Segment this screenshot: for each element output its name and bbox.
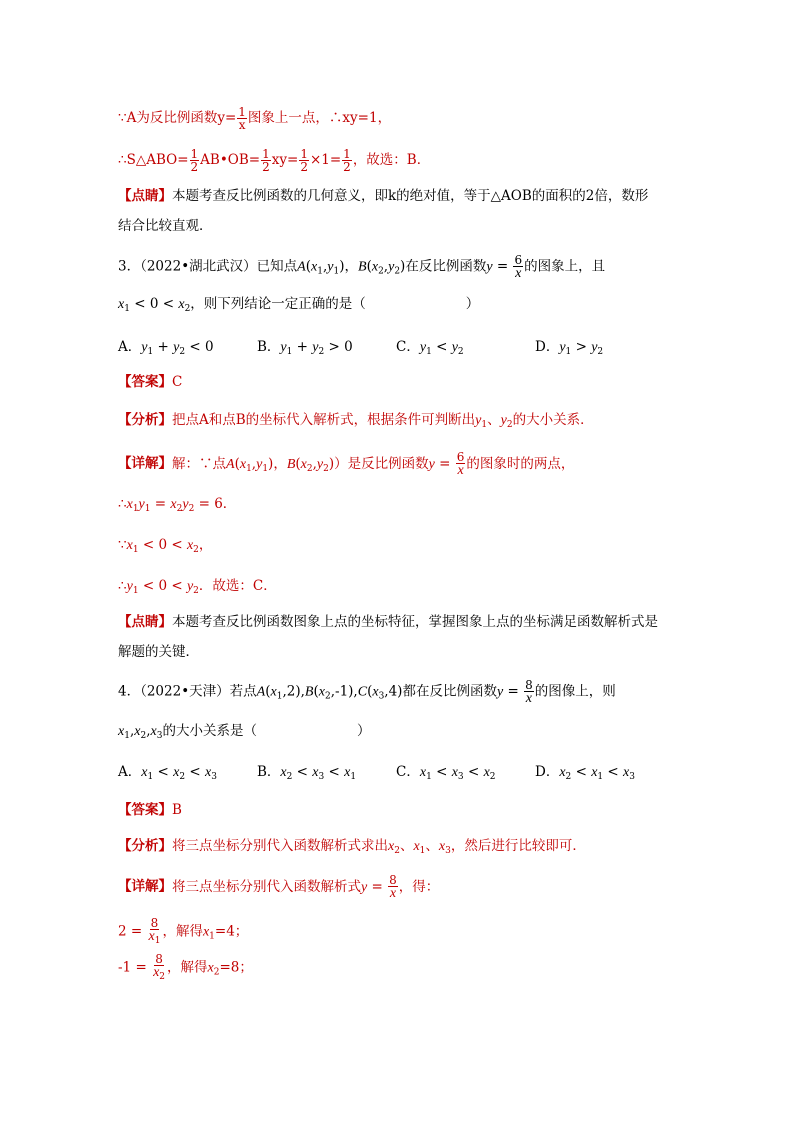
q3-option-c: C．$y_1 < y_2$ bbox=[396, 339, 464, 357]
q4-options bbox=[118, 762, 674, 787]
q3-stem-line-2: $x_1 < 0 < x_2$，则下列结论一定正确的是（ ） bbox=[118, 296, 480, 314]
q4-step-1: 2 = $\frac{8}{x_1}$ ，解得$x_1=4$； bbox=[118, 916, 249, 946]
text: 图象上一点，∴xy=1， bbox=[247, 110, 392, 126]
q4-analysis: 【分析】将三点坐标分别代入函数解析式求出$x_2$、$x_1$、$x_3$，然后进行比较即可． bbox=[118, 838, 586, 856]
q4-option-c: C．$x_1 < x_3 < x_2$ bbox=[396, 764, 496, 782]
q4-option-b: B．$x_2 < x_3 < x_1$ bbox=[257, 764, 357, 782]
prev-tip-line-1: 【点睛】本题考查反比例函数的几何意义，即k的绝对值，等于△AOB的面积的2倍，数形 bbox=[118, 188, 649, 204]
q3-option-d: D．$y_1 > y_2$ bbox=[535, 339, 604, 357]
prev-solution-line-1 bbox=[118, 106, 391, 131]
prev-solution-line-2: ∴S△ABO= $\frac{1}{2}$ AB•OB= $\frac{1}{2}$ xy= $\frac{1}{2}$ ×1= $\frac{1}{2}$ ，故选：B． bbox=[118, 147, 431, 174]
q3-step-1: $\therefore x_1y_1 = x_2y_2 = 6$． bbox=[118, 496, 237, 514]
q4-option-a: A．$x_1 < x_2 < x_3$ bbox=[118, 764, 217, 782]
q3-answer: 【答案】C bbox=[118, 374, 183, 390]
tip-tag: 【点睛】 bbox=[118, 188, 172, 204]
fraction: $\frac{1}{x}$ bbox=[238, 105, 246, 132]
q3-stem-line-1: 3．（2022•湖北武汉）已知点$A(x_1,y_1)$，$B(x_2,y_2)$在反比例函数y = $\frac{6}{x}$ 的图象上，且 bbox=[118, 253, 606, 281]
q3-step-2: $\because x_1 < 0 < x_2$， bbox=[118, 537, 213, 555]
q4-stem-line-2: $x_1,x_2,x_3$的大小关系是（ ） bbox=[118, 723, 371, 741]
prev-tip-line-2: 结合比较直观． bbox=[118, 218, 213, 234]
q3-option-b: B．$y_1 + y_2 > 0$ bbox=[257, 339, 353, 357]
q4-answer: 【答案】B bbox=[118, 802, 182, 818]
q4-option-d: D．$x_2 < x_1 < x_3$ bbox=[535, 764, 635, 782]
q3-options bbox=[118, 337, 674, 362]
q3-option-a: A．$y_1 + y_2 < 0$ bbox=[118, 339, 214, 357]
text: ∵A为反比例函数y= bbox=[118, 110, 237, 126]
q3-analysis: 【分析】把点A和点B的坐标代入解析式，根据条件可判断出$y_1$、$y_2$的大小关系． bbox=[118, 412, 594, 430]
q4-step-2: -1 = $\frac{8}{x_2}$ ，解得$x_2=8$； bbox=[118, 952, 253, 982]
q3-step-3: $\therefore y_1 < 0 < y_2$．故选：C． bbox=[118, 578, 277, 596]
q3-tip-line-2: 解题的关键． bbox=[118, 644, 199, 660]
q4-stem-line-1: 4．（2022•天津）若点$A(x_1,2),B(x_2,-1),C(x_3,4)$都在反比例函数y = $\frac{8}{x}$ 的图像上，则 bbox=[118, 678, 616, 706]
q4-detail: 【详解】将三点坐标分别代入函数解析式y = $\frac{8}{x}$ ，得： bbox=[118, 873, 440, 901]
q3-tip-line-1: 【点睛】本题考查反比例函数图象上点的坐标特征，掌握图象上点的坐标满足函数解析式是 bbox=[118, 614, 658, 630]
q3-detail: 【详解】解：∵点$A(x_1,y_1)$，$B(x_2,y_2)$）是反比例函数y = $\frac{6}{x}$ 的图象时的两点， bbox=[118, 450, 575, 478]
